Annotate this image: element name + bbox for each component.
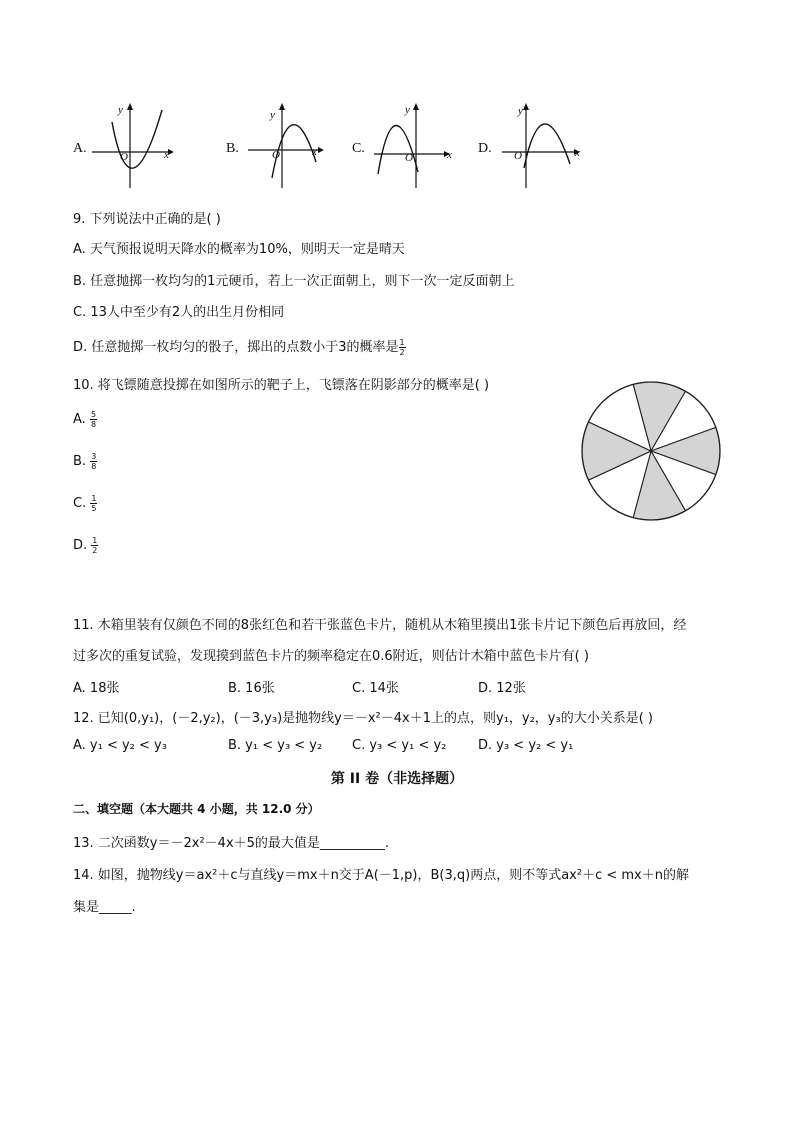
fraction-numerator: 1	[92, 536, 98, 545]
q12-stem: 12. 已知(0,y₁)，(－2,y₂)，(－3,y₃)是抛物线y＝－x²－4x＋1上的点，则y₁，y₂，y₃的大小关系是( )	[73, 711, 653, 726]
fraction-denominator: 5	[91, 504, 97, 513]
fraction-numerator: 5	[90, 410, 97, 419]
q10-option-fraction	[91, 536, 98, 555]
q8-option-b-label: B.	[226, 141, 239, 156]
q10-option-b	[73, 452, 97, 471]
q10-option-fraction	[90, 494, 97, 513]
q8-c-axis-y: y	[405, 104, 410, 116]
q8-d-axis-y: y	[518, 105, 523, 117]
fraction-denominator: 8	[91, 462, 97, 471]
q9-stem: 9. 下列说法中正确的是( )	[73, 212, 221, 227]
q9-option-d-fraction	[399, 338, 406, 357]
q10-option-fraction	[90, 452, 97, 471]
q10-option-fraction	[90, 410, 97, 429]
q10-option-c	[73, 494, 97, 513]
section-2-title: 第 II 卷（非选择题）	[330, 771, 464, 787]
q12-option-a: A. y₁ < y₂ < y₃	[73, 738, 167, 753]
q8-b-origin: O	[272, 149, 280, 161]
q12-option-d: D. y₃ < y₂ < y₁	[478, 738, 574, 753]
q9-option-d-text: D. 任意抛掷一枚均匀的骰子，掷出的点数小于3的概率是	[73, 340, 399, 355]
q9-option-d	[73, 336, 406, 357]
q8-d-axis-x: x	[575, 147, 580, 159]
q11-option-b: B. 16张	[228, 681, 275, 696]
q8-graph-a	[90, 100, 180, 190]
fraction-numerator: 1	[91, 494, 97, 503]
q14-line-2: 集是_____.	[73, 900, 136, 915]
q12-option-b: B. y₁ < y₃ < y₂	[228, 738, 323, 753]
q10-option-label: C.	[73, 496, 91, 511]
q12-option-c: C. y₃ < y₁ < y₂	[352, 738, 447, 753]
q10-option-d	[73, 536, 98, 555]
q8-a-axis-y: y	[118, 104, 123, 116]
q8-c-axis-x: x	[447, 149, 452, 161]
q8-a-origin: O	[120, 151, 128, 163]
fraction-denominator: 2	[399, 348, 405, 357]
q11-option-a: A. 18张	[73, 681, 120, 696]
q11-line-2: 过多次的重复试验，发现摸到蓝色卡片的频率稳定在0.6附近，则估计木箱中蓝色卡片有( )	[73, 649, 589, 664]
q10-option-label: D.	[73, 538, 92, 553]
q11-option-d: D. 12张	[478, 681, 526, 696]
q10-option-label: A.	[73, 412, 90, 427]
fraction-denominator: 8	[90, 420, 97, 429]
q8-a-axis-x: x	[164, 149, 169, 161]
part-2-heading: 二、填空题（本大题共 4 小题，共 12.0 分）	[73, 802, 320, 816]
q11-line-1: 11. 木箱里装有仅颜色不同的8张红色和若干张蓝色卡片，随机从木箱里摸出1张卡片记下颜色后再放回，经	[73, 618, 687, 633]
q8-graph-c	[370, 100, 460, 190]
q8-option-c-label: C.	[352, 141, 365, 156]
q8-c-origin: O	[405, 152, 413, 164]
q8-graph-b	[244, 100, 334, 190]
fraction-numerator: 1	[399, 338, 405, 347]
q9-option-c: C. 13人中至少有2人的出生月份相同	[73, 305, 285, 320]
dartboard-figure	[578, 380, 724, 522]
q9-option-a: A. 天气预报说明天降水的概率为10%，则明天一定是晴天	[73, 242, 405, 257]
q8-d-origin: O	[514, 150, 522, 162]
q8-b-axis-y: y	[270, 109, 275, 121]
q10-option-a	[73, 410, 97, 429]
q8-option-d-label: D.	[478, 141, 492, 156]
fraction-numerator: 3	[91, 452, 97, 461]
q9-option-b: B. 任意抛掷一枚均匀的1元硬币，若上一次正面朝上，则下一次一定反面朝上	[73, 274, 515, 289]
q14-line-1: 14. 如图，抛物线y＝ax²＋c与直线y＝mx＋n交于A(－1,p)，B(3,q)两点，则不等式ax²＋c < mx＋n的解	[73, 868, 689, 883]
q8-graph-d	[496, 100, 586, 190]
q10-stem: 10. 将飞镖随意投掷在如图所示的靶子上，飞镖落在阴影部分的概率是( )	[73, 378, 490, 393]
q8-b-axis-x: x	[312, 146, 317, 158]
question-13: 13. 二次函数y＝－2x²－4x＋5的最大值是__________.	[73, 836, 390, 851]
fraction-denominator: 2	[92, 546, 98, 555]
q11-option-c: C. 14张	[352, 681, 399, 696]
q10-option-label: B.	[73, 454, 91, 469]
q8-option-a-label: A.	[73, 141, 87, 156]
